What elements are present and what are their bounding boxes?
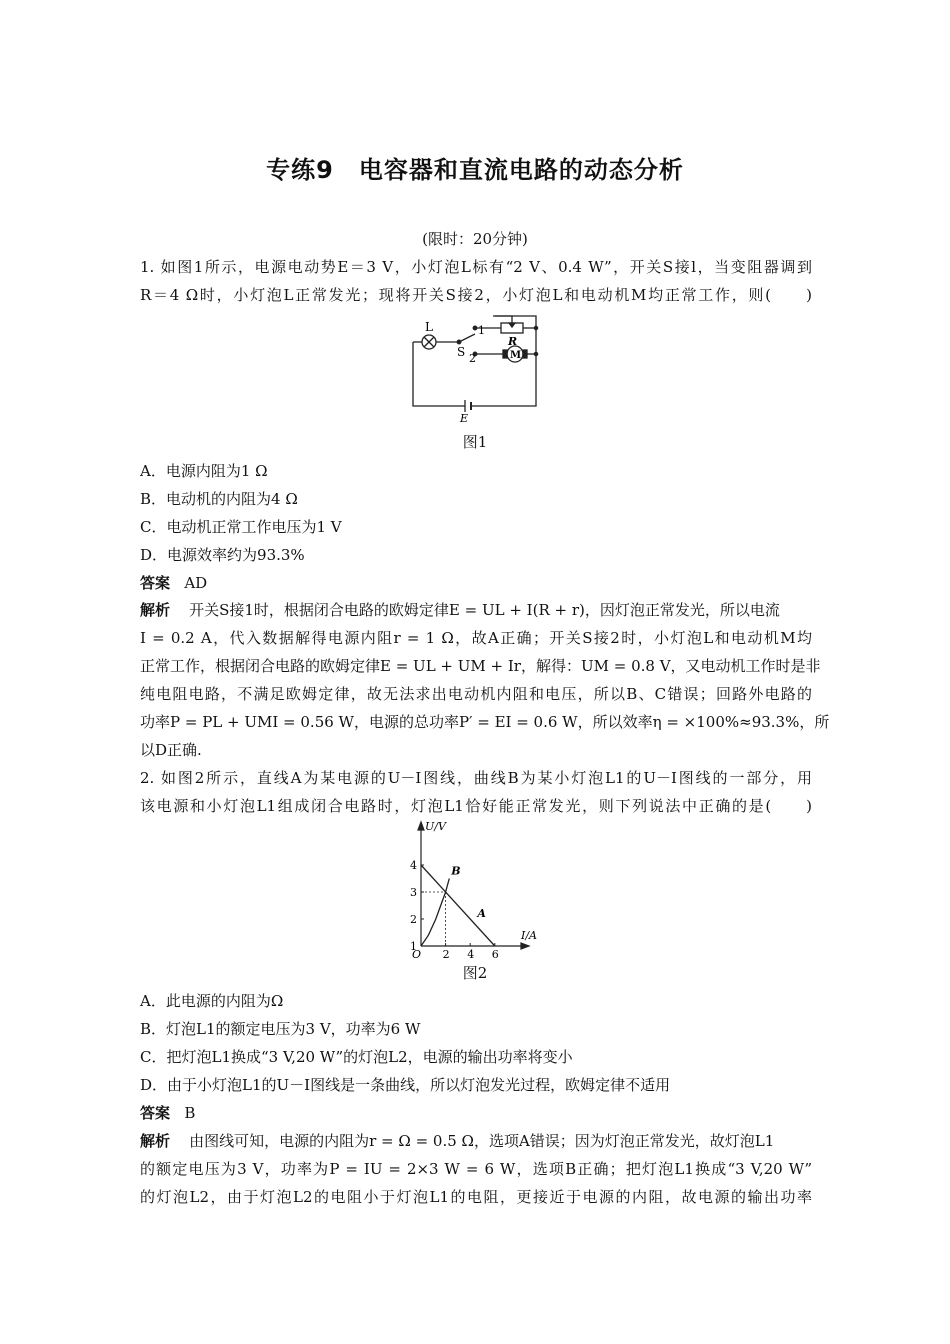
q1-analysis-line-2: I = 0.2 A，代入数据解得电源内阻r = 1 Ω，故A正确；开关S接2时，小灯泡L和电动机M均 <box>140 629 812 647</box>
x-axis-arrow <box>521 943 529 949</box>
q1-option-b: B．电动机的内阻为4 Ω <box>140 490 298 508</box>
x-tick-label-6: 6 <box>491 948 499 961</box>
x-axis-label: I/A <box>521 929 537 942</box>
q1-stem-line-2: R＝4 Ω时，小灯泡L正常发光；现将开关S接2，小灯泡L和电动机M均正常工作，则( ) <box>140 286 812 304</box>
q1-stem-line-1: 1. 如图1所示，电源电动势E＝3 V，小灯泡L标有“2 V、0.4 W”，开关S接l，当变阻器调到 <box>140 258 812 276</box>
x-tick-label-4: 4 <box>467 948 475 961</box>
label-motor: M <box>510 350 522 361</box>
y-tick-label-1: 1 <box>410 940 417 953</box>
q1-analysis-row-1 <box>140 600 812 620</box>
q1-option-c: C．电动机正常工作电压为1 V <box>140 518 342 536</box>
q1-answer-row <box>140 573 812 593</box>
time-limit: (限时：20分钟) <box>422 230 528 248</box>
label-lamp: L <box>425 320 433 334</box>
q1-answer-value: AD <box>184 574 208 592</box>
q2-option-a: A．此电源的内阻为Ω <box>140 992 284 1010</box>
q1-analysis-line-6: 以D正确. <box>140 741 202 759</box>
q1-answer-label: 答案 <box>140 574 171 592</box>
q1-analysis-line-4: 纯电阻电路，不满足欧姆定律，故无法求出电动机内阻和电压，所以B、C错误；回路外电路的 <box>140 685 812 703</box>
q2-option-b: B．灯泡L1的额定电压为3 V，功率为6 W <box>140 1020 421 1038</box>
q1-analysis-line-3: 正常工作，根据闭合电路的欧姆定律E = UL + UM + Ir，解得：UM = 0.8 V，又电动机工作时是非 <box>140 657 821 675</box>
q1-option-d: D．电源效率约为93.3% <box>140 546 305 564</box>
ui-graph-figure-2 <box>405 818 550 961</box>
q2-analysis-row-1 <box>140 1131 812 1151</box>
q2-stem-line-2: 该电源和小灯泡L1组成闭合电路时，灯泡L1恰好能正常发光，则下列说法中正确的是( ) <box>140 797 812 815</box>
q2-analysis-label: 解析 <box>140 1132 171 1150</box>
label-pos2: 2 <box>469 352 476 365</box>
series-label-B: B <box>451 864 461 878</box>
label-pos1: 1 <box>478 324 485 337</box>
page-title: 专练9 电容器和直流电路的动态分析 <box>266 156 684 184</box>
figure-1-caption: 图1 <box>462 433 488 451</box>
q2-answer-row <box>140 1103 812 1123</box>
origin-label: O <box>412 948 422 961</box>
figure-2-caption: 图2 <box>462 964 488 982</box>
q1-analysis-label: 解析 <box>140 601 171 619</box>
q2-analysis-line-3: 的灯泡L2，由于灯泡L2的电阻小于灯泡L1的电阻，更接近于电源的内阻，故电源的输出功率 <box>140 1188 812 1206</box>
q2-analysis-line-2: 的额定电压为3 V，功率为P = IU = 2×3 W = 6 W，选项B正确；把灯泡L1换成“3 V,20 W” <box>140 1160 812 1178</box>
y-tick-label-4: 4 <box>410 859 417 872</box>
q2-answer-value: B <box>184 1104 196 1122</box>
switch-blade <box>459 334 475 342</box>
q2-analysis-line-1: 由图线可知，电源的内阻为r = Ω = 0.5 Ω，选项A错误；因为灯泡正常发光，故灯泡L1 <box>189 1132 775 1150</box>
q2-answer-label: 答案 <box>140 1104 171 1122</box>
q1-analysis-line-5: 功率P = PL + UMI = 0.56 W，电源的总功率P′ = EI = 0.6 W，所以效率η = ×100%≈93.3%，所 <box>140 713 830 731</box>
y-tick-label-3: 3 <box>410 886 417 899</box>
q2-option-d: D．由于小灯泡L1的U－I图线是一条曲线，所以灯泡发光过程，欧姆定律不适用 <box>140 1076 671 1094</box>
q1-analysis-line-1: 开关S接1时，根据闭合电路的欧姆定律E = UL + I(R + r)，因灯泡正常发光，所以电流 <box>189 601 780 619</box>
q2-option-c: C．把灯泡L1换成“3 V,20 W”的灯泡L2，电源的输出功率将变小 <box>140 1048 573 1066</box>
rheostat-slider-arrow <box>509 323 515 327</box>
q2-stem-line-1: 2. 如图2所示，直线A为某电源的U－I图线，曲线B为某小灯泡L1的U－I图线的一部分，用 <box>140 769 812 787</box>
x-tick-label-2: 2 <box>442 948 450 961</box>
y-axis-label: U/V <box>425 820 446 833</box>
label-switch: S <box>457 345 466 359</box>
circuit-diagram-figure-1 <box>405 312 545 424</box>
series-label-A: A <box>477 907 486 920</box>
y-axis-arrow <box>418 822 424 830</box>
y-tick-label-2: 2 <box>410 913 417 926</box>
q1-option-a: A．电源内阻为1 Ω <box>140 462 268 480</box>
label-source: E <box>460 412 469 425</box>
label-resistor: R <box>508 335 518 348</box>
series-line-B <box>421 879 449 947</box>
